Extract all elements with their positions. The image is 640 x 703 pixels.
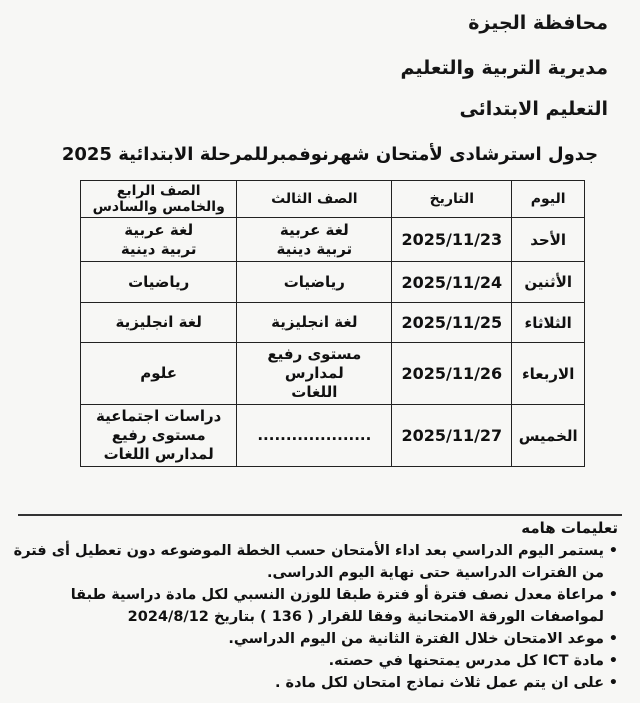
date-cell: 2025/11/24: [392, 262, 512, 303]
instruction-item: • يستمر اليوم الدراسي بعد اداء الأمتحان حسب الخطة الموضوعه دون تعطيل أى فترة من الفترات الدراسية حتى نهاية اليوم الدراسى.: [4, 540, 604, 584]
subject-text: لغة عربية: [279, 220, 349, 239]
subject-text: علوم: [140, 364, 178, 382]
day-cell: الثلاثاء: [512, 303, 585, 343]
day-cell: الأثنين: [512, 262, 585, 303]
grade3-cell: [237, 262, 392, 303]
governorate-heading: محافظة الجيزة: [468, 12, 608, 34]
subject-text: لغة عربية: [124, 220, 194, 239]
grade3-cell: [237, 303, 392, 343]
day-cell: الخميس: [512, 405, 585, 467]
header-grade3: الصف الثالث: [237, 181, 392, 218]
table-row: [81, 405, 585, 467]
header-grade4-6: الصف الرابع والخامس والسادس: [81, 181, 237, 218]
date-cell: 2025/11/25: [392, 303, 512, 343]
table-row: [81, 303, 585, 343]
grade4-6-cell: [81, 218, 237, 262]
instruction-item: • مراعاة معدل نصف فترة أو فترة طبقا للوزن النسبي لكل مادة دراسية طبقا لمواصفات الورقة الامتحانية وفقا للقرار ( 136 ) بتاريخ 2024/8/12: [4, 584, 604, 628]
subject-text: تربية دينية: [120, 239, 197, 258]
instructions-title: تعليمات هامه: [521, 519, 618, 537]
day-cell: الأحد: [512, 218, 585, 262]
grade4-6-cell: [81, 303, 237, 343]
subject-text: تربية دينية: [276, 239, 353, 258]
subject-text: مستوى رفيع لمدارس اللغات: [103, 426, 214, 463]
table-row: [81, 343, 585, 405]
schedule-title: جدول استرشادى لأمتحان شهرنوفمبرللمرحلة الابتدائية 2025: [61, 144, 599, 165]
grade3-cell: [237, 405, 392, 467]
table-header-row: [81, 181, 585, 218]
grade3-cell: [237, 218, 392, 262]
instruction-item: • مادة ICT كل مدرس يمتحنها في حصته.: [4, 650, 604, 672]
table-row: [81, 218, 585, 262]
grade4-6-cell: [81, 405, 237, 467]
grade4-6-cell: [81, 262, 237, 303]
day-cell: الاربعاء: [512, 343, 585, 405]
subject-text: اللغات: [291, 383, 338, 401]
grade4-6-cell: [81, 343, 237, 405]
date-cell: 2025/11/27: [392, 405, 512, 467]
subject-text: لغة انجليزية: [271, 313, 358, 331]
header-date: التاريخ: [392, 181, 512, 218]
instructions-list: [4, 540, 622, 694]
section-divider: [18, 514, 622, 516]
subject-text: دراسات اجتماعية: [95, 407, 222, 425]
grade3-cell: [237, 343, 392, 405]
date-cell: 2025/11/26: [392, 343, 512, 405]
department-heading: التعليم الابتدائى: [459, 98, 608, 120]
instruction-item: • على ان يتم عمل ثلاث نماذج امتحان لكل مادة .: [4, 672, 604, 694]
subject-text: لغة انجليزية: [115, 313, 202, 331]
instruction-item: • موعد الامتحان خلال الفترة الثانية من اليوم الدراسي.: [4, 628, 604, 650]
table-row: [81, 262, 585, 303]
directorate-heading: مديرية التربية والتعليم: [400, 57, 608, 79]
header-day: اليوم: [512, 181, 585, 218]
exam-schedule-table: [80, 180, 585, 467]
date-cell: 2025/11/23: [392, 218, 512, 262]
subject-text: مستوى رفيع لمدارس: [267, 345, 362, 382]
subject-text: ....................: [257, 426, 372, 444]
subject-text: رياضيات: [128, 272, 190, 291]
subject-text: رياضيات: [283, 272, 345, 291]
